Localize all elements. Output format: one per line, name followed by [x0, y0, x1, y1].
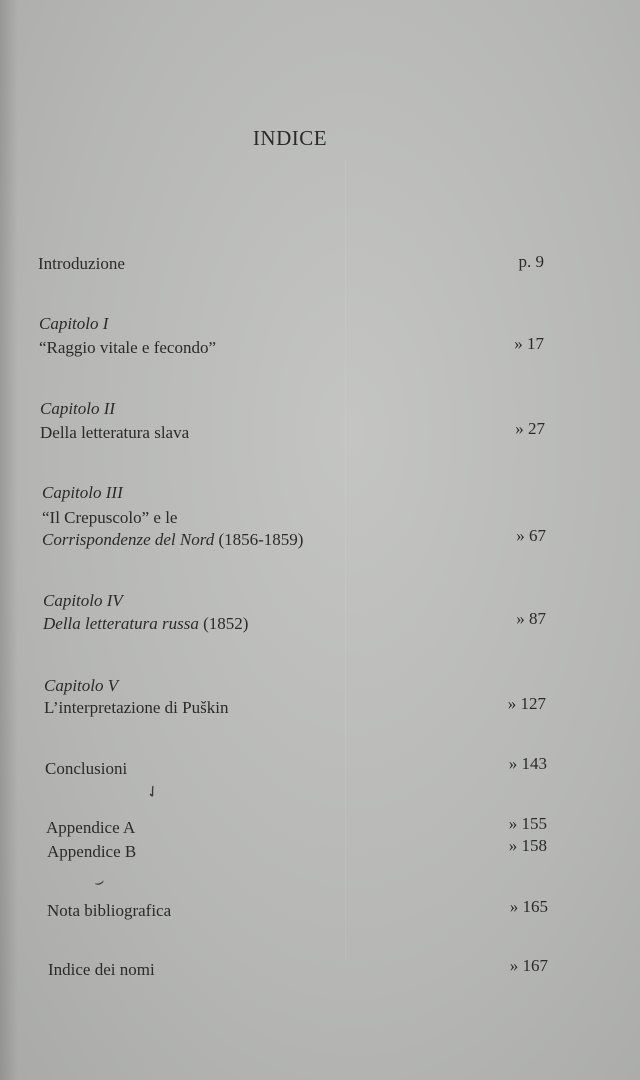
toc-chapter-4-title-italic: Della letteratura russa [43, 614, 199, 633]
pencil-tick-mark-2: ⌣ [90, 870, 108, 893]
toc-page-nota-bibliografica: » 165 [509, 897, 548, 916]
toc-chapter-3-label: Capitolo III [42, 483, 123, 502]
page-title: INDICE [252, 126, 328, 150]
toc-page-conclusioni: » 143 [508, 754, 547, 773]
toc-chapter-5-title: L’interpretazione di Puškin [44, 698, 229, 717]
toc-page-appendice-b: » 158 [508, 836, 547, 855]
toc-entry-appendice-b: Appendice B [47, 842, 137, 861]
toc-chapter-3-title-line1: “Il Crepuscolo” e le [42, 508, 178, 527]
toc-entry-introduzione: Introduzione [38, 254, 125, 273]
toc-chapter-1-page: » 17 [514, 334, 544, 353]
toc-chapter-3-title-dates: (1856-1859) [214, 530, 304, 549]
toc-entry-conclusioni: Conclusioni [45, 759, 128, 778]
page-edge-shadow [0, 0, 18, 1080]
toc-chapter-4-page: » 87 [516, 609, 546, 628]
toc-entry-nota-bibliografica: Nota bibliografica [47, 901, 172, 920]
toc-chapter-3-page: » 67 [516, 526, 546, 545]
toc-chapter-5-page: » 127 [507, 694, 546, 713]
toc-page-indice-dei-nomi: » 167 [509, 956, 548, 975]
toc-chapter-1-title: “Raggio vitale e fecondo” [39, 338, 217, 357]
toc-chapter-1-label: Capitolo I [39, 314, 109, 333]
toc-chapter-3-title-italic: Corrispondenze del Nord [42, 530, 215, 549]
toc-chapter-4-title-date: (1852) [198, 614, 249, 633]
toc-chapter-2-title: Della letteratura slava [40, 423, 190, 442]
toc-chapter-4-label: Capitolo IV [43, 591, 123, 610]
toc-page-introduzione: p. 9 [518, 252, 544, 271]
toc-chapter-2-label: Capitolo II [40, 399, 116, 418]
toc-page-appendice-a: » 155 [508, 814, 547, 833]
toc-chapter-3-title-line2 [42, 528, 303, 552]
pencil-tick-mark: ✓ [141, 779, 164, 804]
toc-entry-indice-dei-nomi: Indice dei nomi [48, 960, 155, 979]
page-crease [345, 160, 346, 960]
toc-chapter-4-title [43, 612, 248, 636]
toc-entry-appendice-a: Appendice A [46, 818, 136, 837]
toc-chapter-2-page: » 27 [515, 419, 545, 438]
toc-chapter-5-label: Capitolo V [44, 676, 119, 695]
